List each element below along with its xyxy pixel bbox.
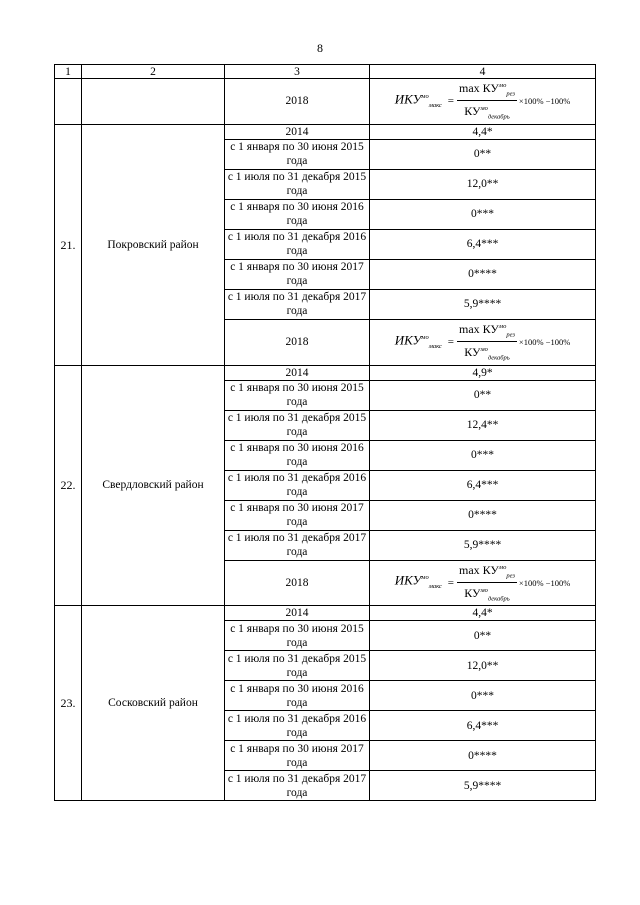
header-col-3: 3 [225,65,370,79]
period-cell: с 1 января по 30 июня 2015 года [225,139,370,169]
value-cell: 0*** [370,440,596,470]
district-number: 21. [55,124,82,365]
formula-fraction [457,561,517,606]
formula-equals: = [447,576,454,589]
value-cell: 0** [370,139,596,169]
period-cell: с 1 июля по 31 декабря 2016 года [225,229,370,259]
formula-denominator: $КУ^{мо}_{декабрь}$ [464,345,510,362]
value-cell: 0*** [370,199,596,229]
period-cell: с 1 января по 30 июня 2016 года [225,199,370,229]
value-cell: 4,4* [370,606,596,621]
formula-lhs: $ИКУ^{мо}_{макс}$ [394,332,442,350]
empty-cell [55,79,82,125]
value-cell: 6,4*** [370,229,596,259]
value-cell: 0**** [370,259,596,289]
table-row [55,606,596,621]
period-cell: 2014 [225,124,370,139]
table-row [55,79,596,125]
period-cell: с 1 января по 30 июня 2016 года [225,440,370,470]
period-cell: с 1 июля по 31 декабря 2015 года [225,169,370,199]
header-col-1: 1 [55,65,82,79]
period-cell: 2018 [225,79,370,125]
period-cell: с 1 января по 30 июня 2017 года [225,500,370,530]
value-cell: 0** [370,380,596,410]
period-cell: с 1 июля по 31 декабря 2017 года [225,289,370,319]
formula-fraction [457,320,517,365]
district-name: Покровский район [82,124,225,365]
value-cell: 12,0** [370,169,596,199]
value-cell: 5,9**** [370,771,596,801]
table-row [55,365,596,380]
formula-denominator: $КУ^{мо}_{декабрь}$ [464,585,510,603]
formula-numerator: $\max КУ^{мо}_{рез}$ [457,79,517,101]
formula-equals: = [447,336,454,349]
formula-equals: = [447,95,454,108]
period-cell: с 1 января по 30 июня 2015 года [225,380,370,410]
period-cell: 2018 [225,319,370,365]
period-cell: 2014 [225,365,370,380]
formula-tail: ×100% −100% [518,96,571,107]
formula [395,320,571,365]
formula-numerator: $\max КУ^{мо}_{рез}$ [457,320,517,342]
period-cell: 2014 [225,606,370,621]
value-cell: 12,4** [370,410,596,440]
period-cell: с 1 июля по 31 декабря 2017 года [225,530,370,560]
value-cell: 4,4* [370,124,596,139]
header-col-4: 4 [370,65,596,79]
formula [395,79,571,124]
period-cell: с 1 июля по 31 декабря 2016 года [225,711,370,741]
formula-lhs: $ИКУ^{мо}_{макс}$ [394,91,442,109]
formula-cell [370,319,596,365]
tariff-table [54,64,596,801]
value-cell: 6,4*** [370,711,596,741]
value-cell: 6,4*** [370,470,596,500]
period-cell: 2018 [225,560,370,606]
value-cell: 0** [370,621,596,651]
period-cell: с 1 января по 30 июня 2017 года [225,741,370,771]
formula-fraction [457,79,517,124]
formula-cell [370,560,596,606]
table-row [55,124,596,139]
period-cell: с 1 июля по 31 декабря 2015 года [225,651,370,681]
value-cell: 0*** [370,681,596,711]
value-cell: 4,9* [370,365,596,380]
header-row [55,65,596,79]
formula-tail: ×100% −100% [518,337,571,348]
formula-denominator: $КУ^{мо}_{декабрь}$ [464,104,510,121]
formula-tail: ×100% −100% [518,577,571,588]
period-cell: с 1 января по 30 июня 2015 года [225,621,370,651]
district-name: Свердловский район [82,365,225,606]
value-cell: 0**** [370,500,596,530]
value-cell: 5,9**** [370,289,596,319]
district-number: 22. [55,365,82,606]
district-name: Сосковский район [82,606,225,801]
page-number: 8 [317,41,323,55]
formula-cell [370,79,596,125]
period-cell: с 1 июля по 31 декабря 2017 года [225,771,370,801]
empty-cell [82,79,225,125]
district-number: 23. [55,606,82,801]
formula-lhs: $ИКУ^{мо}_{макс}$ [394,572,442,591]
period-cell: с 1 января по 30 июня 2016 года [225,681,370,711]
period-cell: с 1 июля по 31 декабря 2016 года [225,470,370,500]
period-cell: с 1 июля по 31 декабря 2015 года [225,410,370,440]
value-cell: 0**** [370,741,596,771]
formula-numerator: $\max КУ^{мо}_{рез}$ [457,561,517,583]
value-cell: 5,9**** [370,530,596,560]
period-cell: с 1 января по 30 июня 2017 года [225,259,370,289]
formula [395,561,571,606]
value-cell: 12,0** [370,651,596,681]
header-col-2: 2 [82,65,225,79]
